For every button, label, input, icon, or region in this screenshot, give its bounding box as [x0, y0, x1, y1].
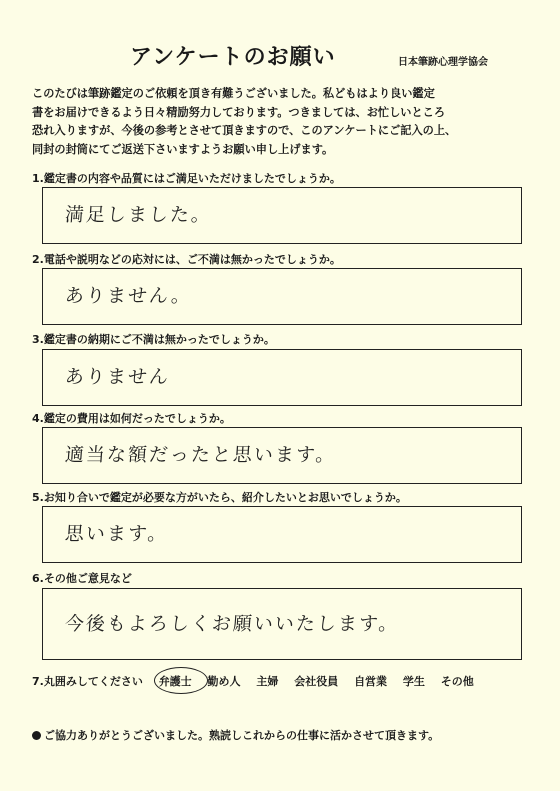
option-other[interactable]: その他 — [440, 675, 474, 688]
intro-line: 書をお届けできるよう日々精励努力しております。つきましては、お忙しいところ — [32, 105, 446, 119]
answer-box-6[interactable] — [42, 588, 522, 660]
option-housewife[interactable]: 主婦 — [256, 675, 279, 688]
option-executive[interactable]: 会社役員 — [294, 675, 339, 688]
option-student[interactable]: 学生 — [402, 675, 425, 688]
bullet-icon — [32, 731, 41, 740]
question-3-label: 3.鑑定書の納期にご不満は無かったでしょうか。 — [32, 333, 275, 346]
answer-box-1[interactable] — [42, 187, 522, 244]
intro-line: このたびは筆跡鑑定のご依頼を頂き有難うございました。私どもはより良い鑑定 — [32, 87, 435, 100]
option-lawyer[interactable]: 弁護士 — [158, 675, 192, 688]
thanks-message — [32, 727, 439, 743]
answer-4-text: 適当な額だったと思います。 — [64, 444, 338, 466]
intro-line: 恐れ入りますが、今後の参考とさせて頂きますので、このアンケートにご記入の上、 — [32, 124, 457, 137]
answer-5-text: 思います。 — [64, 523, 170, 545]
question-7 — [32, 673, 532, 689]
question-4-label: 4.鑑定の費用は如何だったでしょうか。 — [32, 412, 231, 425]
answer-box-2[interactable] — [42, 268, 522, 325]
question-6-label: 6.その他ご意見など — [32, 572, 132, 585]
option-employee[interactable]: 勤め人 — [207, 675, 241, 688]
answer-box-4[interactable] — [42, 427, 522, 484]
organization-name: 日本筆跡心理学協会 — [398, 57, 488, 68]
intro-paragraph — [32, 85, 532, 159]
answer-2-text: ありません。 — [64, 285, 193, 307]
question-7-label: 7.丸囲みしてください — [32, 675, 143, 688]
option-self-employed[interactable]: 自営業 — [354, 675, 388, 688]
question-2-label: 2.電話や説明などの応対には、ご不満は無かったでしょうか。 — [32, 253, 341, 266]
thanks-text: ご協力ありがとうございました。熟読しこれからの仕事に活かさせて頂きます。 — [44, 729, 440, 742]
answer-box-5[interactable] — [42, 506, 522, 563]
intro-line: 同封の封筒にてご返送下さいますようお願い申し上げます。 — [32, 142, 334, 156]
page-title: アンケートのお願い — [130, 45, 336, 70]
answer-1-text: 満足しました。 — [64, 204, 213, 226]
answer-6-text: 今後もよろしくお願いいたします。 — [64, 613, 401, 635]
question-1-label: 1.鑑定書の内容や品質にはご満足いただけましたでしょうか。 — [32, 172, 341, 185]
answer-box-3[interactable] — [42, 349, 522, 406]
answer-3-text: ありません — [64, 366, 171, 388]
question-5-label: 5.お知り合いで鑑定が必要な方がいたら、紹介したいとお思いでしょうか。 — [32, 491, 407, 504]
